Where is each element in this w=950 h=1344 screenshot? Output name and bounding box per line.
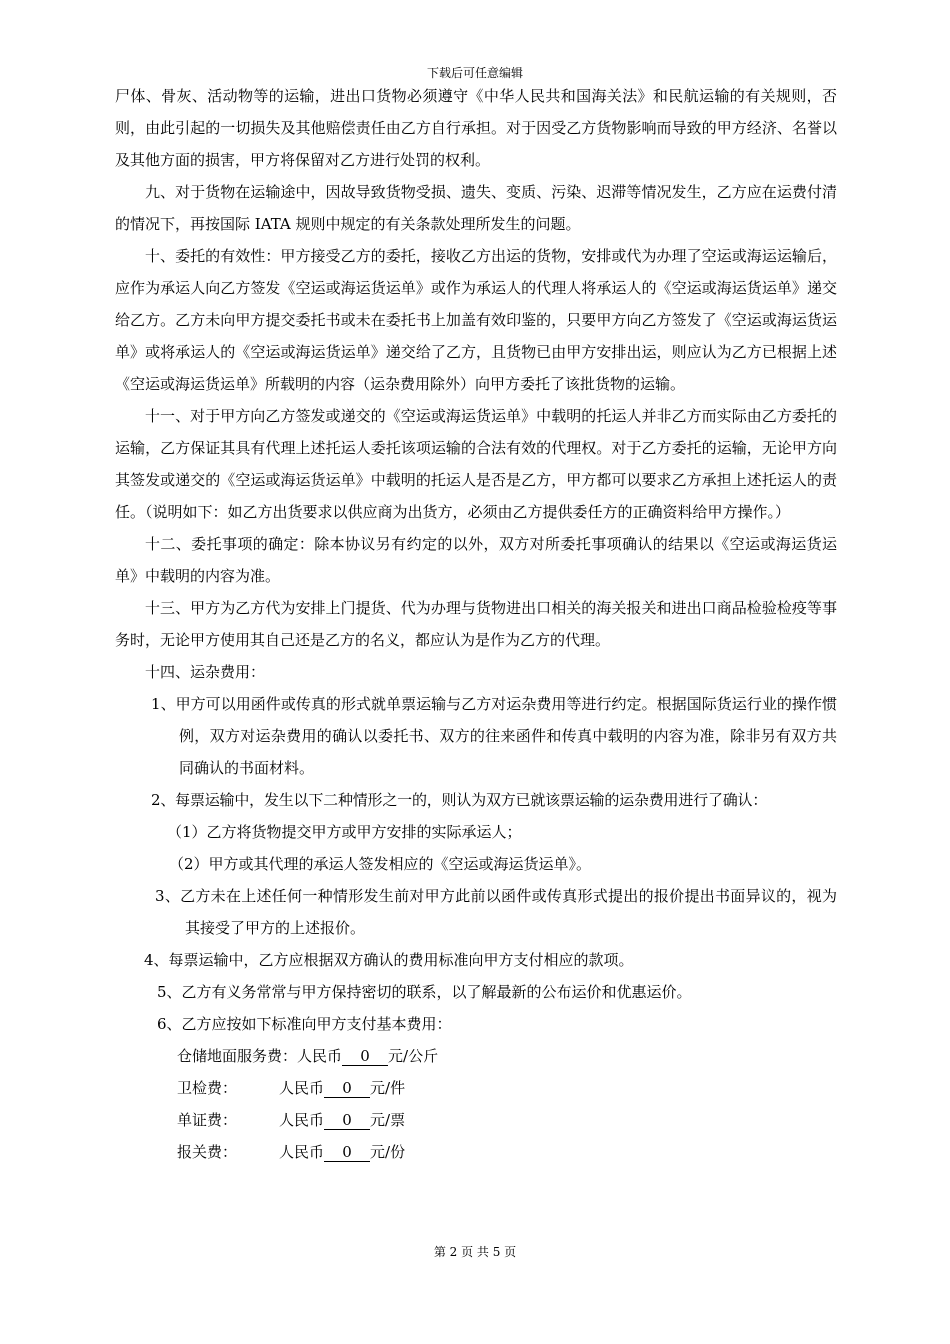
fee-item-3: 3、乙方未在上述任何一种情形发生前对甲方此前以函件或传真形式提出的报价提出书面异议的，视为其接受了甲方的上述报价。 (155, 887, 837, 937)
fee-label: 仓储地面服务费： (177, 1047, 298, 1065)
paragraph-13: 十三、甲方为乙方代为安排上门提货、代为办理与货物进出口相关的海关报关和进出口商品检验检疫等事务时，无论甲方使用其自己还是乙方的名义，都应认为是作为乙方的代理。 (115, 599, 837, 649)
fee-item-4: 4、每票运输中，乙方应根据双方确认的费用标准向甲方支付相应的款项。 (144, 951, 634, 969)
fee-label: 卫检费： (177, 1079, 238, 1097)
fee-value: 0 (342, 1048, 388, 1066)
fee-row-customs (115, 1136, 837, 1168)
fee-currency: 人民币 (279, 1111, 325, 1129)
page-footer: 第 2 页 共 5 页 (433, 1245, 517, 1259)
fee-unit: 元/公斤 (388, 1047, 439, 1065)
fee-unit: 元/份 (370, 1143, 406, 1161)
fee-item-2-sub-1: （1）乙方将货物提交甲方或甲方安排的实际承运人； (167, 823, 522, 841)
fee-label: 报关费： (177, 1143, 238, 1161)
fee-value: 0 (324, 1144, 370, 1162)
fee-item-5: 5、乙方有义务常常与甲方保持密切的联系，以了解最新的公布运价和优惠运价。 (157, 983, 692, 1001)
fee-currency: 人民币 (297, 1047, 343, 1065)
fee-row-storage (115, 1040, 837, 1072)
paragraph-12: 十二、委托事项的确定：除本协议另有约定的以外，双方对所委托事项确认的结果以《空运或海运货运单》中载明的内容为准。 (115, 535, 837, 585)
paragraph-11: 十一、对于甲方向乙方签发或递交的《空运或海运货运单》中载明的托运人并非乙方而实际由乙方委托的运输，乙方保证其具有代理上述托运人委托该项运输的合法有效的代理权。对于乙方委托的运输，无论甲方向其签发或递交的《空运或海运货运单》中载明的托运人是否是乙方，甲方都可以要求乙方承担上述托运人的责任。（说明如下：如乙方出货要求以供应商为出货方，必须由乙方提供委任方的正确资料给甲方操作。） (115, 407, 837, 521)
document-body (115, 80, 837, 1168)
fee-currency: 人民币 (279, 1079, 325, 1097)
fee-unit: 元/件 (370, 1079, 406, 1097)
paragraph-14-heading: 十四、运杂费用： (145, 663, 266, 681)
paragraph-10: 十、委托的有效性：甲方接受乙方的委托，接收乙方出运的货物，安排或代为办理了空运或海运运输后，应作为承运人向乙方签发《空运或海运货运单》或作为承运人的代理人将承运人的《空运或海运货运单》递交给乙方。乙方未向甲方提交委托书或未在委托书上加盖有效印鉴的，只要甲方向乙方签发了《空运或海运货运单》或将承运人的《空运或海运货运单》递交给了乙方，且货物已由甲方安排出运，则应认为乙方已根据上述《空运或海运货运单》所载明的内容（运杂费用除外）向甲方委托了该批货物的运输。 (115, 247, 837, 393)
fee-item-2: 2、每票运输中，发生以下二种情形之一的，则认为双方已就该票运输的运杂费用进行了确认： (151, 791, 768, 809)
fee-label: 单证费： (177, 1111, 238, 1129)
paragraph-9: 九、对于货物在运输途中，因故导致货物受损、遗失、变质、污染、迟滞等情况发生，乙方应在运费付清的情况下，再按国际 IATA 规则中规定的有关条款处理所发生的问题。 (115, 183, 837, 233)
fee-item-2-sub-2: （2）甲方或其代理的承运人签发相应的《空运或海运货运单》。 (169, 855, 592, 873)
paragraph-8-continued: 尸体、骨灰、活动物等的运输，进出口货物必须遵守《中华人民共和国海关法》和民航运输的有关规则，否则，由此引起的一切损失及其他赔偿责任由乙方自行承担。对于因受乙方货物影响而导致的甲方经济、名誉以及其他方面的损害，甲方将保留对乙方进行处罚的权利。 (115, 87, 837, 169)
fee-value: 0 (324, 1112, 370, 1130)
fee-value: 0 (324, 1080, 370, 1098)
fee-item-1: 1、甲方可以用函件或传真的形式就单票运输与乙方对运杂费用等进行约定。根据国际货运行业的操作惯例，双方对运杂费用的确认以委托书、双方的往来函件和传真中载明的内容为准，除非另有双方共同确认的书面材料。 (151, 695, 837, 777)
fee-row-documents (115, 1104, 837, 1136)
fee-item-6: 6、乙方应按如下标准向甲方支付基本费用： (157, 1015, 452, 1033)
fee-row-health-inspection (115, 1072, 837, 1104)
page-header: 下载后可任意编辑 (426, 66, 523, 80)
fee-unit: 元/票 (370, 1111, 406, 1129)
fee-currency: 人民币 (279, 1143, 325, 1161)
